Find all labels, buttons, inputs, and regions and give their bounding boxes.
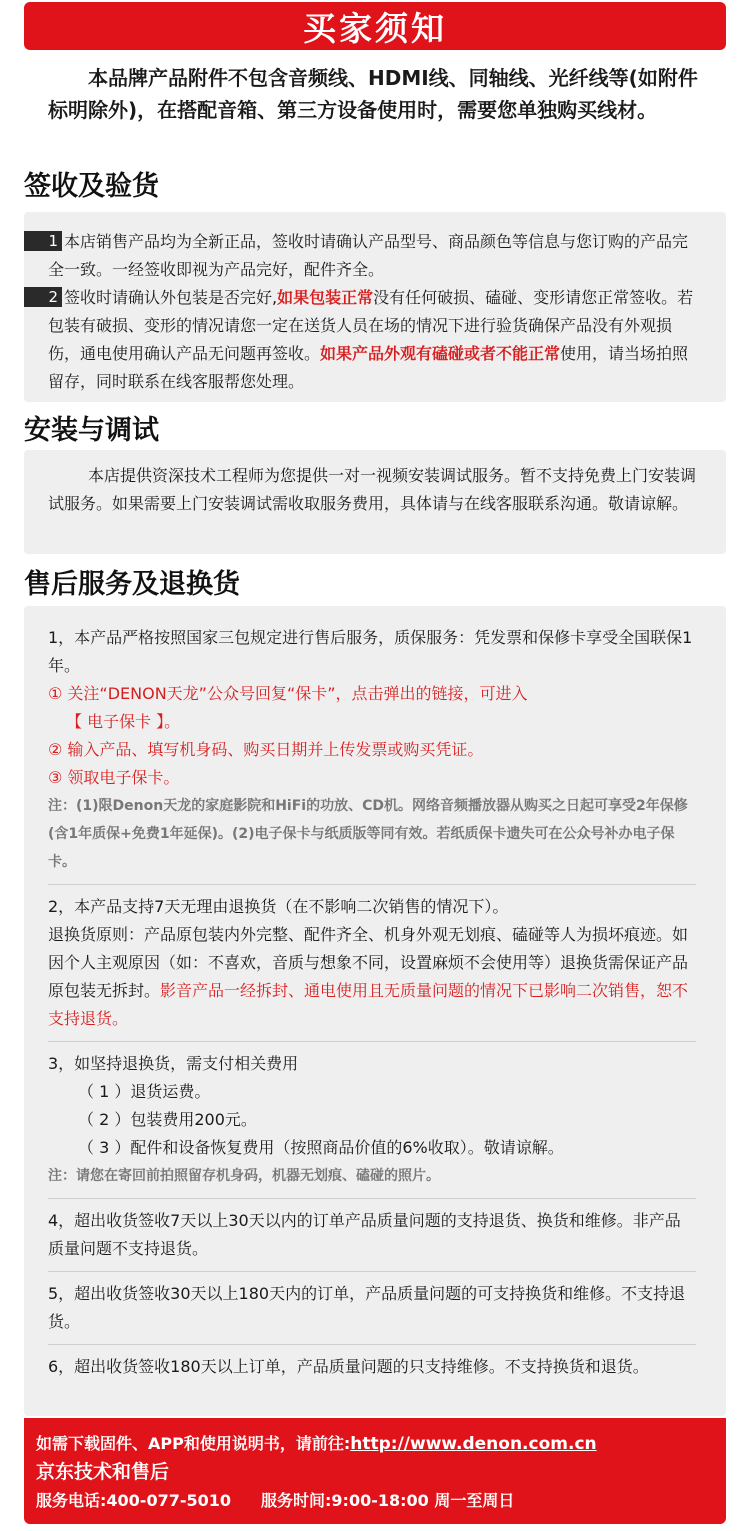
aftersale-item-2-rule — [48, 921, 696, 1033]
divider — [48, 1041, 696, 1042]
aftersale-fee-3: （ 3 ）配件和设备恢复费用（按照商品价值的6%收取）。敬请谅解。 — [78, 1138, 564, 1157]
intro-paragraph: 本品牌产品附件不包含音频线、HDMI线、同轴线、光纤线等(如附件标明除外)，在搭配音箱、第三方设备使用时，需要您单独购买线材。 — [48, 66, 698, 122]
aftersale-item-2: 2，本产品支持7天无理由退换货（在不影响二次销售的情况下）。 — [48, 897, 509, 916]
divider — [48, 884, 696, 885]
divider — [48, 1271, 696, 1272]
sign-item-2-red-b: 如果产品外观有磕碰或者不能正常 — [320, 344, 561, 363]
number-badge: 1 — [24, 231, 62, 251]
sign-item-2-text-a: 签收时请确认外包装是否完好, — [64, 288, 278, 307]
aftersale-box — [24, 606, 726, 1416]
divider — [48, 1198, 696, 1199]
install-text: 本店提供资深技术工程师为您提供一对一视频安装调试服务。暂不支持免费上门安装调试服务。如果需要上门安装调试需收取服务费用，具体请与在线客服联系沟通。敬请谅解。 — [48, 466, 697, 513]
footer-download-prefix: 如需下载固件、APP和使用说明书，请前往: — [36, 1434, 351, 1453]
number-badge: 2 — [24, 287, 62, 307]
aftersale-item-3: 3，如坚持退换货，需支付相关费用 — [48, 1054, 299, 1073]
footer-jd-label: 京东技术和售后 — [36, 1461, 170, 1483]
sign-box — [24, 212, 726, 402]
sign-item-2-text-c: 使用，请当场拍照留存，同时联系在线客服帮您处理。 — [48, 344, 689, 391]
footer-phone: 服务电话:400-077-5010 — [36, 1491, 232, 1510]
sign-item-2-text-b: 没有任何破损、磕碰、变形请您正常签收。若包装有破损、变形的情况请您一定在送货人员在场的情况下进行验货确保产品没有外观损伤，通电使用确认产品无问题再签收。 — [48, 288, 694, 363]
aftersale-item-5: 5，超出收货签收30天以上180天内的订单，产品质量问题的可支持换货和维修。不支持退货。 — [48, 1284, 686, 1331]
page-title: 买家须知 — [303, 8, 447, 48]
aftersale-note-3: 注：请您在寄回前拍照留存机身码，机器无划痕、磕碰的照片。 — [48, 1168, 440, 1184]
sign-item-2 — [48, 284, 696, 396]
install-box — [24, 450, 726, 554]
aftersale-item-2-rule-text: 退换货原则：产品原包装内外完整、配件齐全、机身外观无划痕、磕碰等人为损坏痕迹。如因个人主观原因（如：不喜欢，音质与想象不同，设置麻烦不会使用等）退换货需保证产品原包装无拆封。 — [48, 925, 689, 1000]
aftersale-step-2: ② 输入产品、填写机身码、购买日期并上传发票或购买凭证。 — [48, 740, 484, 759]
footer-banner — [24, 1418, 726, 1524]
aftersale-item-4: 4，超出收货签收7天以上30天以内的订单产品质量问题的支持退货、换货和维修。非产品质量问题不支持退货。 — [48, 1211, 681, 1258]
footer-download-line — [36, 1430, 716, 1458]
section-title-sign: 签收及验货 — [24, 171, 159, 202]
aftersale-step-1-cont: 【 电子保卡 】。 — [66, 712, 181, 731]
divider — [48, 1344, 696, 1345]
aftersale-item-1: 1，本产品严格按照国家三包规定进行售后服务，质保服务：凭发票和保修卡享受全国联保1年。 — [48, 628, 693, 675]
sign-item-1 — [48, 228, 696, 284]
aftersale-note-1: 注：(1)限Denon天龙的家庭影院和HiFi的功放、CD机。网络音频播放器从购买之日起可享受2年保修(含1年质保+免费1年延保)。(2)电子保卡与纸质版等同有效。若纸质保卡遗失可在公众号补办电子保卡。 — [48, 798, 688, 870]
footer-contact-line — [36, 1486, 716, 1516]
footer-hours: 服务时间:9:00-18:00 周一至周日 — [261, 1491, 515, 1510]
aftersale-item-2-red: 影音产品一经拆封、通电使用且无质量问题的情况下已影响二次销售，恕不支持退货。 — [48, 981, 689, 1028]
sign-item-1-text: 本店销售产品均为全新正品，签收时请确认产品型号、商品颜色等信息与您订购的产品完全一致。一经签收即视为产品完好，配件齐全。 — [48, 232, 689, 279]
section-title-aftersale: 售后服务及退换货 — [24, 569, 240, 600]
sign-item-2-red-a: 如果包装正常 — [277, 288, 374, 307]
aftersale-fee-1: （ 1 ）退货运费。 — [78, 1082, 211, 1101]
aftersale-step-1: ① 关注“DENON天龙”公众号回复“保卡”，点击弹出的链接，可进入 — [48, 684, 528, 703]
header-banner — [24, 2, 726, 50]
section-title-install: 安装与调试 — [24, 415, 159, 446]
aftersale-fee-2: （ 2 ）包装费用200元。 — [78, 1110, 257, 1129]
aftersale-step-3: ③ 领取电子保卡。 — [48, 768, 180, 787]
aftersale-item-6: 6，超出收货签收180天以上订单，产品质量问题的只支持维修。不支持换货和退货。 — [48, 1357, 649, 1376]
footer-url-link[interactable]: http://www.denon.com.cn — [350, 1434, 597, 1454]
